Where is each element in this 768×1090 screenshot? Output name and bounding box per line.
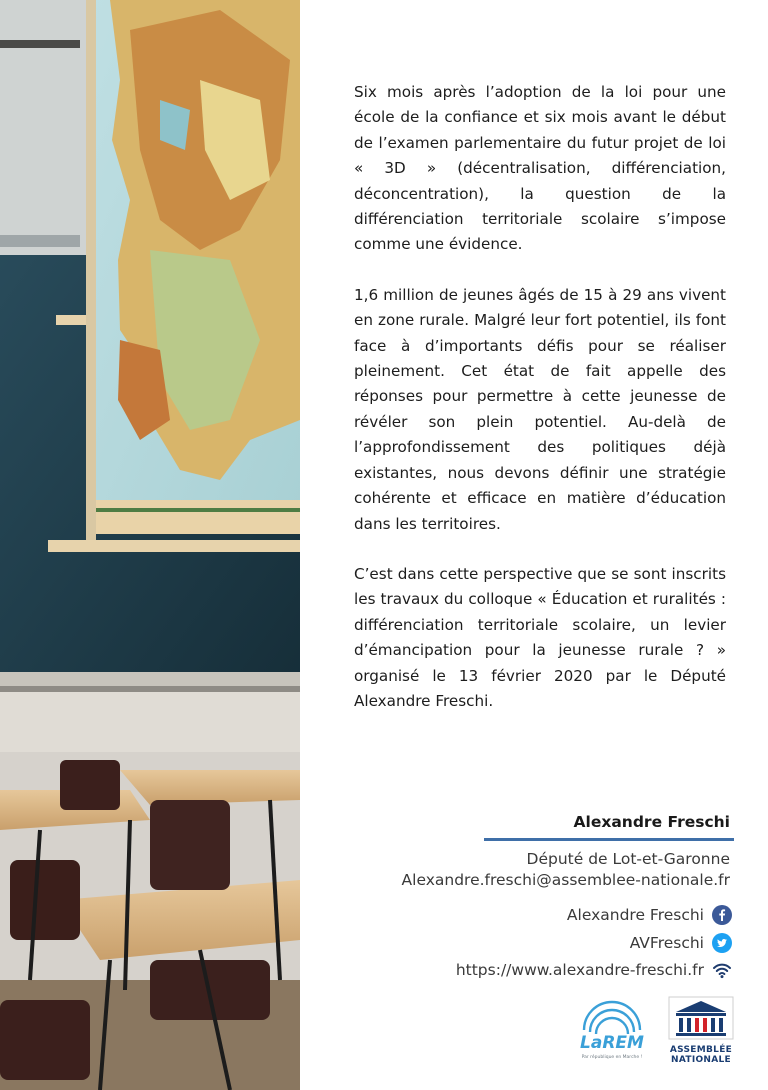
facebook-link[interactable]	[567, 905, 732, 925]
twitter-label: AVFreschi	[629, 934, 704, 952]
larem-tagline: Par république en Marche !	[581, 1055, 643, 1060]
website-label: https://www.alexandre-freschi.fr	[455, 961, 704, 979]
email-link[interactable]: Alexandre.freschi@assemblee-nationale.fr	[401, 871, 730, 889]
assemblee-nationale-logo	[666, 996, 736, 1066]
facebook-label: Alexandre Freschi	[566, 906, 704, 924]
paragraph-3: C’est dans cette perspective que se sont inscrits les travaux du colloque « Éducation et ruralités : différenciation territoriale scolaire, un levier d’émancipation pour la jeunesse rurale ? » organisé le 13 février 2020 par le Député Alexandre Freschi.	[354, 564, 726, 710]
signature-name: Alexandre Freschi	[573, 813, 730, 831]
twitter-link[interactable]	[630, 933, 732, 953]
paragraph-2: 1,6 million de jeunes âgés de 15 à 29 ans vivent en zone rurale. Malgré leur fort potentiel, ils font face à d’importants défis pour se réaliser pleinement. Cet état de fait appelle des réponses pour permettre à cette jeunesse de révéler son plein potentiel. Au-delà de l’approfondissement des politiques déjà existantes, nous devons définir une stratégie cohérente et efficace en matière d’éducation dans les territoires.	[354, 285, 726, 533]
facebook-icon	[712, 905, 732, 925]
larem-logo	[566, 1000, 658, 1062]
body-text	[354, 80, 726, 739]
twitter-icon	[712, 933, 732, 953]
paragraph-1: Six mois après l’adoption de la loi pour une école de la confiance et six mois avant le début de l’examen parlementaire du futur projet de loi « 3D » (décentralisation, différenciation, déconcentration), la question de la différenciation territoriale scolaire s’impose comme une évidence.	[354, 83, 726, 254]
assemblee-line2: NATIONALE	[670, 1055, 732, 1065]
signature-role: Député de Lot-et-Garonne	[526, 850, 730, 868]
signature-divider	[484, 838, 734, 841]
larem-wordmark: LaREM	[580, 1033, 644, 1053]
assemblee-emblem-icon	[668, 996, 734, 1040]
classroom-photo	[0, 0, 300, 1090]
assemblee-line1: ASSEMBLÉE	[669, 1045, 733, 1055]
website-link[interactable]	[456, 960, 732, 980]
wifi-icon	[712, 960, 732, 980]
